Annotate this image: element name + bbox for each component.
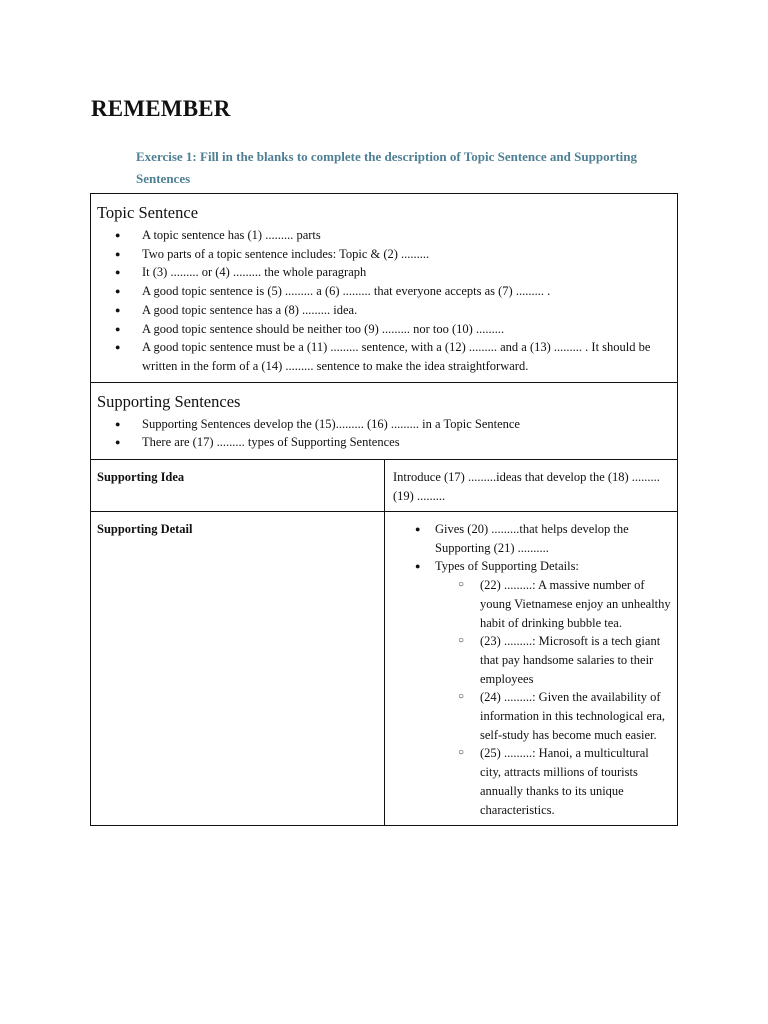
supporting-sentences-heading: Supporting Sentences	[97, 391, 241, 411]
list-item: ○ (24) .........: Given the availability of information in this technological era, self-study has become much easier.	[435, 688, 671, 744]
list-item: ● A good topic sentence should be neither too (9) ......... nor too (10) .........	[91, 320, 671, 339]
supporting-idea-label: Supporting Idea	[91, 460, 385, 511]
list-item: ○ (23) .........: Microsoft is a tech giant that pay handsome salaries to their employees	[435, 632, 671, 688]
page-title: REMEMBER	[91, 96, 231, 121]
detail-types-list	[435, 576, 671, 819]
topic-sentence-heading: Topic Sentence	[97, 203, 199, 222]
list-item: ● Two parts of a topic sentence includes: Topic & (2) .........	[91, 245, 671, 264]
list-item: ○ (22) .........: A massive number of young Vietnamese enjoy an unhealthy habit of drinking bubble tea.	[435, 576, 671, 632]
supporting-detail-content	[385, 512, 677, 825]
list-item: ● Gives (20) .........that helps develop the Supporting (21) ..........	[393, 520, 671, 557]
list-item: ● There are (17) ......... types of Supporting Sentences	[91, 433, 671, 452]
exercise-instruction: Exercise 1: Fill in the blanks to complete the description of Topic Sentence and Supporting Sentences	[136, 149, 638, 186]
supporting-sentences-list	[91, 415, 677, 452]
supporting-detail-row	[91, 511, 677, 825]
supporting-detail-label: Supporting Detail	[91, 512, 385, 825]
list-item: ● It (3) ......... or (4) ......... the whole paragraph	[91, 263, 671, 282]
topic-sentence-list	[91, 226, 677, 376]
supporting-idea-text: Introduce (17) .........ideas that develop the (18) ......... (19) .........	[393, 470, 660, 503]
supporting-detail-list	[393, 520, 671, 576]
list-item: ● A good topic sentence is (5) ......... a (6) ......... that everyone accepts as (7) ......... .	[91, 282, 671, 301]
list-item: ● A topic sentence has (1) ......... parts	[91, 226, 671, 245]
list-item: ● Supporting Sentences develop the (15)......... (16) ......... in a Topic Sentence	[91, 415, 671, 434]
list-item: ● A good topic sentence has a (8) ......... idea.	[91, 301, 671, 320]
list-item	[393, 557, 671, 576]
topic-supporting-table	[90, 193, 678, 826]
supporting-idea-row	[91, 459, 677, 511]
list-item: ○ (25) .........: Hanoi, a multicultural city, attracts millions of tourists annually thanks to its unique characteristics.	[435, 744, 671, 819]
topic-sentence-section	[91, 194, 677, 383]
types-label: Types of Supporting Details:	[435, 559, 579, 574]
supporting-sentences-section	[91, 383, 677, 826]
list-item: ● A good topic sentence must be a (11) ......... sentence, with a (12) ......... and a (13) ......... . It should be written in the form of a (14) ......... sentence to make the idea straightforward.	[91, 338, 671, 375]
